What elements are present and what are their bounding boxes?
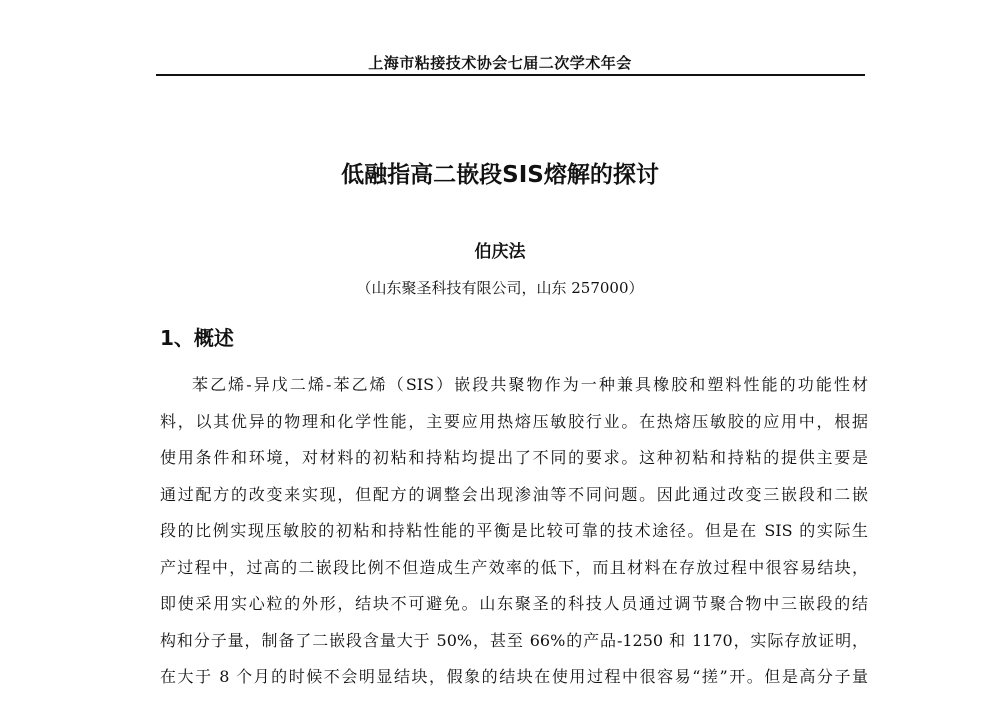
paragraph-line: 产过程中，过高的二嵌段比例不但造成生产效率的低下，而且材料在存放过程中很容易结块， (160, 557, 868, 577)
body-paragraph (160, 371, 868, 700)
paper-title: 低融指高二嵌段SIS熔解的探讨 (341, 162, 659, 188)
paragraph-line: 在大于 8 个月的时候不会明显结块，假象的结块在使用过程中很容易“搓”开。但是高分子量 (160, 667, 868, 686)
paragraph-line: 即使采用实心粒的外形，结块不可避免。山东聚圣的科技人员通过调节聚合物中三嵌段的结 (160, 594, 868, 613)
paragraph-line: 段的比例实现压敏胶的初粘和持粘性能的平衡是比较可靠的技术途径。但是在 SIS 的实际生 (160, 521, 868, 540)
author-affiliation: （山东聚圣科技有限公司，山东 257000） (356, 279, 644, 297)
paragraph-line: 使用条件和环境，对材料的初粘和持粘均提出了不同的要求。这种初粘和持粘的提供主要是 (160, 448, 868, 467)
section-heading: 1、概述 (160, 326, 234, 350)
author-name: 伯庆法 (474, 242, 526, 262)
header-rule (156, 74, 865, 76)
paragraph-line: 通过配方的改变来实现，但配方的调整会出现渗油等不同问题。因此通过改变三嵌段和二嵌 (160, 484, 868, 504)
paragraph-line: 构和分子量，制备了二嵌段含量大于 50%，甚至 66%的产品-1250 和 1170，实际存放证明， (160, 630, 868, 650)
running-header: 上海市粘接技术协会七届二次学术年会 (368, 54, 632, 72)
paragraph-line: 料，以其优异的物理和化学性能，主要应用热熔压敏胶行业。在热熔压敏胶的应用中，根据 (160, 411, 868, 431)
paragraph-line: 苯乙烯-异戊二烯-苯乙烯（SIS）嵌段共聚物作为一种兼具橡胶和塑料性能的功能性材 (192, 375, 868, 394)
